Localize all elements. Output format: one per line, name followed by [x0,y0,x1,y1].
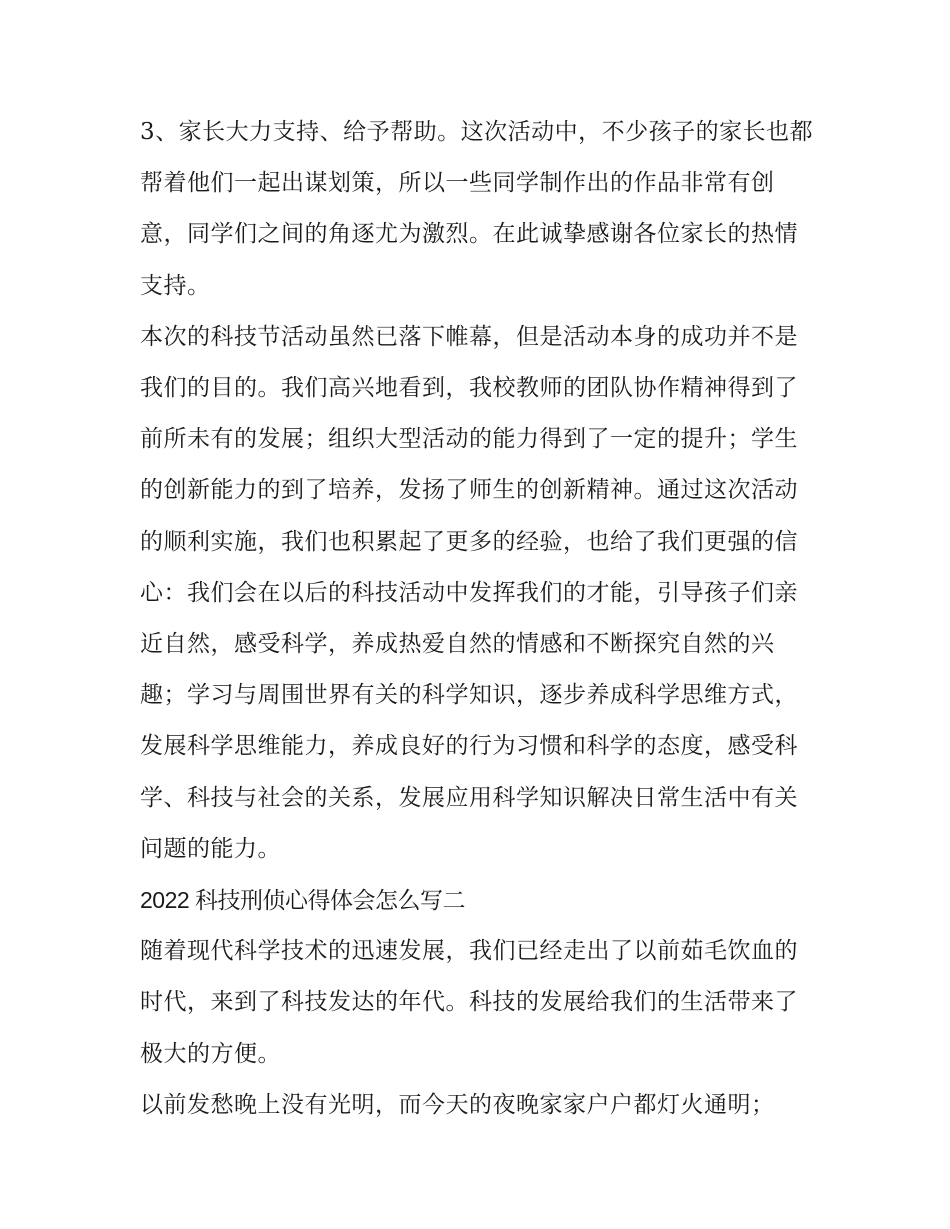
paragraph-activity-summary: 本次的科技节活动虽然已落下帷幕，但是活动本身的成功并不是我们的目的。我们高兴地看到，我校教师的团队协作精神得到了前所未有的发展；组织大型活动的能力得到了一定的提升；学生的创新能力的到了培养，发扬了师生的创新精神。通过这次活动的顺利实施，我们也积累起了更多的经验，也给了我们更强的信心：我们会在以后的科技活动中发挥我们的才能，引导孩子们亲近自然，感受科学，养成热爱自然的情感和不断探究自然的兴趣；学习与周围世界有关的科学知识，逐步养成科学思维方式，发展科学思维能力，养成良好的行为习惯和科学的态度，感受科学、科技与社会的关系，发展应用科学知识解决日常生活中有关问题的能力。 [140,323,798,862]
section-heading: 2022 科技刑侦心得体会怎么写二 [140,887,466,914]
paragraph-night-lighting: 以前发愁晚上没有光明，而今天的夜晚家家户户都灯火通明； [140,1091,775,1118]
paragraph-tech-development: 随着现代科学技术的迅速发展，我们已经走出了以前茹毛饮血的时代，来到了科技发达的年代。科技的发展给我们的生活带来了极大的方便。 [140,938,798,1067]
document-body [140,107,820,1131]
paragraph-parent-support: 3、家长大力支持、给予帮助。这次活动中，不少孩子的家长也都帮着他们一起出谋划策，所以一些同学制作出的作品非常有创意，同学们之间的角逐尤为激烈。在此诚挚感谢各位家长的热情支持。 [140,119,814,299]
